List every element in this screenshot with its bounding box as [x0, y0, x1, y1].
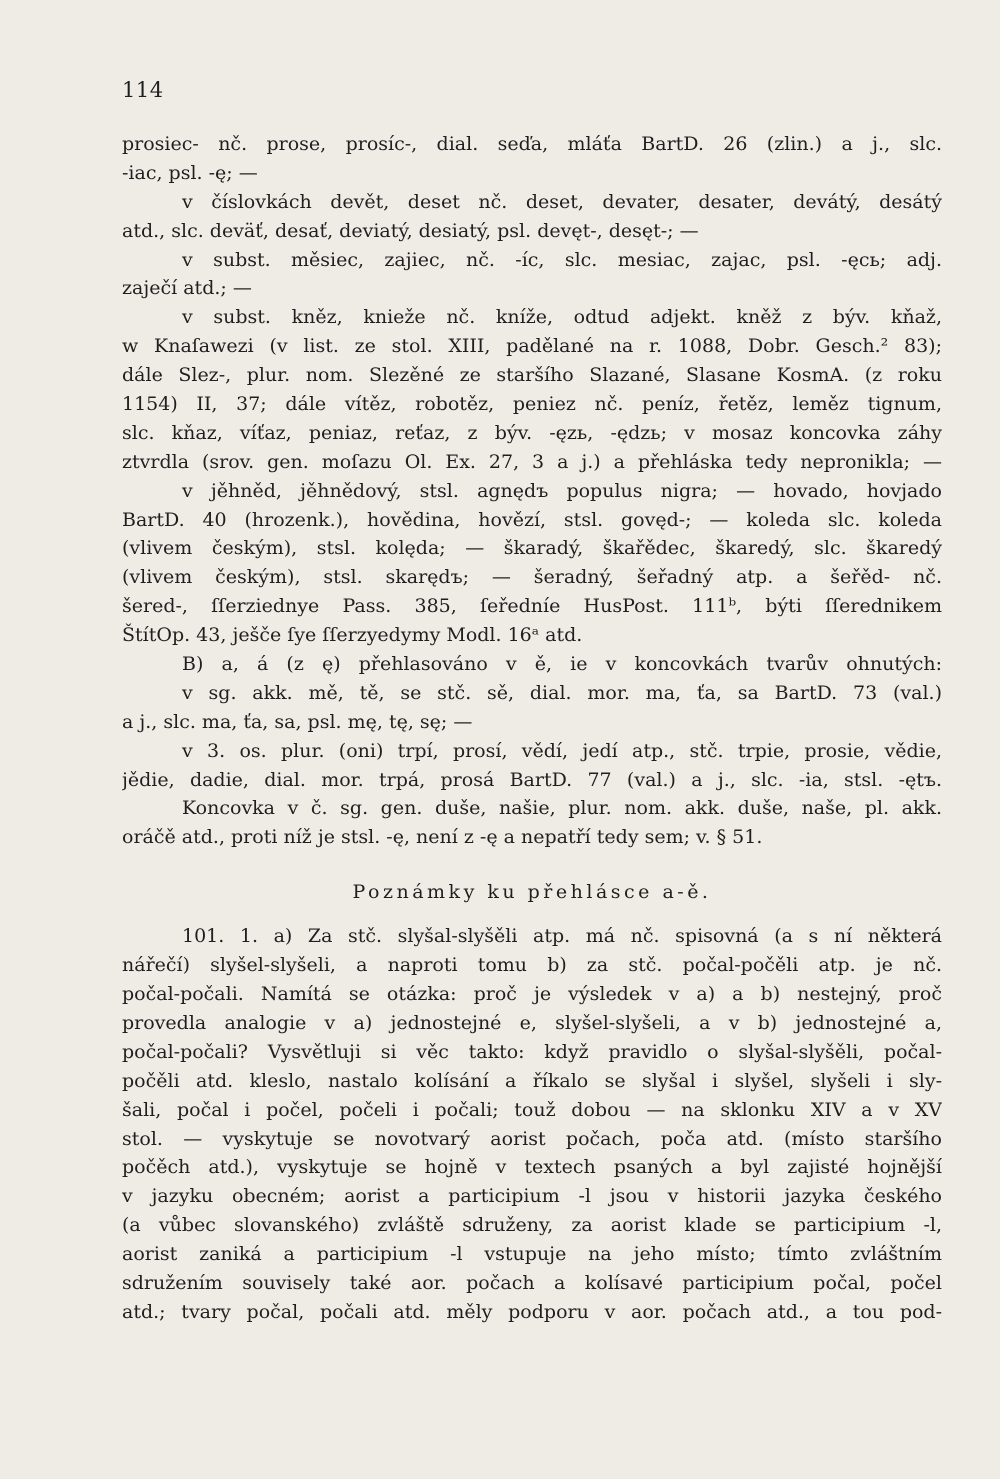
text-line: sdružením souvisely také aor. počach a kolísavé participium počal, počel: [122, 1271, 942, 1294]
text-line: (vlivem českým), stsl. skarędъ; — šeradný, šeřadný atp. a šeřěd- nč.: [122, 566, 942, 589]
text-line: šered-, ſſerziednye Pass. 385, ſeředníe HusPost. 111ᵇ, býti ſſerednikem: [122, 595, 942, 618]
text-line: šali, počal i počel, počeli i počali; touž dobou — na sklonku XIV a v XV: [122, 1098, 942, 1121]
page-text: [122, 130, 942, 1327]
text-line: dále Slez-, plur. nom. Slezěné ze staršího Slazané, Slasane KosmA. (z roku: [122, 364, 942, 387]
text-line: B) a, á (z ę) přehlasováno v ě, ie v koncovkách tvarův ohnutých:: [182, 653, 942, 676]
text-line: (vlivem českým), stsl. kolęda; — škaradý, škařědec, škaredý, slc. škaredý: [122, 537, 942, 560]
page-number: 114: [122, 78, 164, 102]
text-line: aorist zaniká a participium -l vstupuje na jeho místo; tímto zvláštním: [122, 1243, 942, 1266]
text-line: atd., slc. deväť, desať, deviatý, desiatý, psl. devęt-, desęt-; —: [122, 219, 699, 242]
text-line: -iac, psl. -ę; —: [122, 161, 258, 184]
text-line: jědie, dadie, dial. mor. trpá, prosá BartD. 77 (val.) a j., slc. -ia, stsl. -ętъ.: [122, 768, 942, 791]
text-line: stol. — vyskytuje se novotvarý aorist počach, poča atd. (místo staršího: [122, 1127, 942, 1150]
text-line: v 3. os. plur. (oni) trpí, prosí, vědí, jedí atp., stč. trpie, prosie, vědie,: [182, 739, 942, 762]
text-line: zaječí atd.; —: [122, 277, 252, 300]
text-line: ŠtítOp. 43, ješče ſye ſſerzyedymy Modl. 16ᵃ atd.: [122, 624, 583, 647]
text-line: provedla analogie v a) jednostejné e, slyšel-slyšeli, a v b) jednostejné a,: [122, 1011, 942, 1034]
text-line: a j., slc. ma, ťa, sa, psl. mę, tę, sę; —: [122, 710, 473, 733]
text-line: nářečí) slyšel-slyšeli, a naproti tomu b) za stč. počal-počěli atp. je nč.: [122, 954, 942, 977]
text-line: 1154) II, 37; dále vítěz, robotěz, peniez nč. peníz, řetěz, leměz tignum,: [122, 393, 942, 416]
text-line: 101. 1. a) Za stč. slyšal-slyšěli atp. má nč. spisovná (a s ní některá: [182, 925, 942, 948]
paragraph-block-2: [122, 922, 942, 1326]
text-line: v jěhněd, jěhnědový, stsl. agnędъ populus nigra; — hovado, hovjado: [182, 479, 942, 502]
text-line: počěli atd. kleslo, nastalo kolísání a říkalo se slyšal i slyšel, slyšeli i sly-: [122, 1069, 942, 1092]
section-heading: Poznámky ku přehlásce a-ě.: [352, 881, 712, 904]
text-line: w Knaſawezi (v list. ze stol. XIII, padělané na r. 1088, Dobr. Gesch.² 83);: [122, 335, 942, 358]
paragraph-block-1: [122, 130, 942, 852]
text-line: oráčě atd., proti níž je stsl. -ę, není z -ę a nepatří tedy sem; v. § 51.: [122, 826, 763, 849]
text-line: počěch atd.), vyskytuje se hojně v textech psaných a byl zajisté hojnější: [122, 1156, 942, 1179]
text-line: v číslovkách devět, deset nč. deset, devater, desater, devátý, desátý: [182, 190, 942, 213]
text-line: ztvrdla (srov. gen. moſazu Ol. Ex. 27, 3 a j.) a přehláska tedy nepronikla; —: [122, 450, 942, 473]
text-line: počal-počali? Vysvětluji si věc takto: když pravidlo o slyšal-slyšěli, počal-: [122, 1040, 942, 1063]
text-line: v subst. kněz, knieže nč. kníže, odtud adjekt. kněž z býv. kňaž,: [182, 306, 942, 329]
text-line: BartD. 40 (hrozenk.), hovědina, hovězí, stsl. govęd-; — koleda slc. koleda: [122, 508, 942, 531]
text-line: Koncovka v č. sg. gen. duše, našie, plur. nom. akk. duše, naše, pl. akk.: [182, 797, 942, 820]
text-line: v subst. měsiec, zajiec, nč. -íc, slc. mesiac, zajac, psl. -ęсь; adj.: [182, 248, 942, 271]
text-line: slc. kňaz, víťaz, peniaz, reťaz, z býv. -ęzь, -ędzь; v mosaz koncovka záhy: [122, 421, 942, 444]
text-line: počal-počali. Namítá se otázka: proč je výsledek v a) a b) nestejný, proč: [122, 983, 942, 1006]
text-line: prosiec- nč. prose, prosíc-, dial. seďa, mláťa BartD. 26 (zlin.) a j., slc.: [122, 133, 942, 155]
text-line: v sg. akk. mě, tě, se stč. sě, dial. mor. ma, ťa, sa BartD. 73 (val.): [182, 681, 942, 704]
text-line: atd.; tvary počal, počali atd. měly podporu v aor. počach atd., a tou pod-: [122, 1300, 942, 1323]
text-line: (a vůbec slovanského) zvláště sdruženy, za aorist klade se participium -l,: [122, 1214, 942, 1237]
text-line: v jazyku obecném; aorist a participium -l jsou v historii jazyka českého: [122, 1185, 942, 1208]
